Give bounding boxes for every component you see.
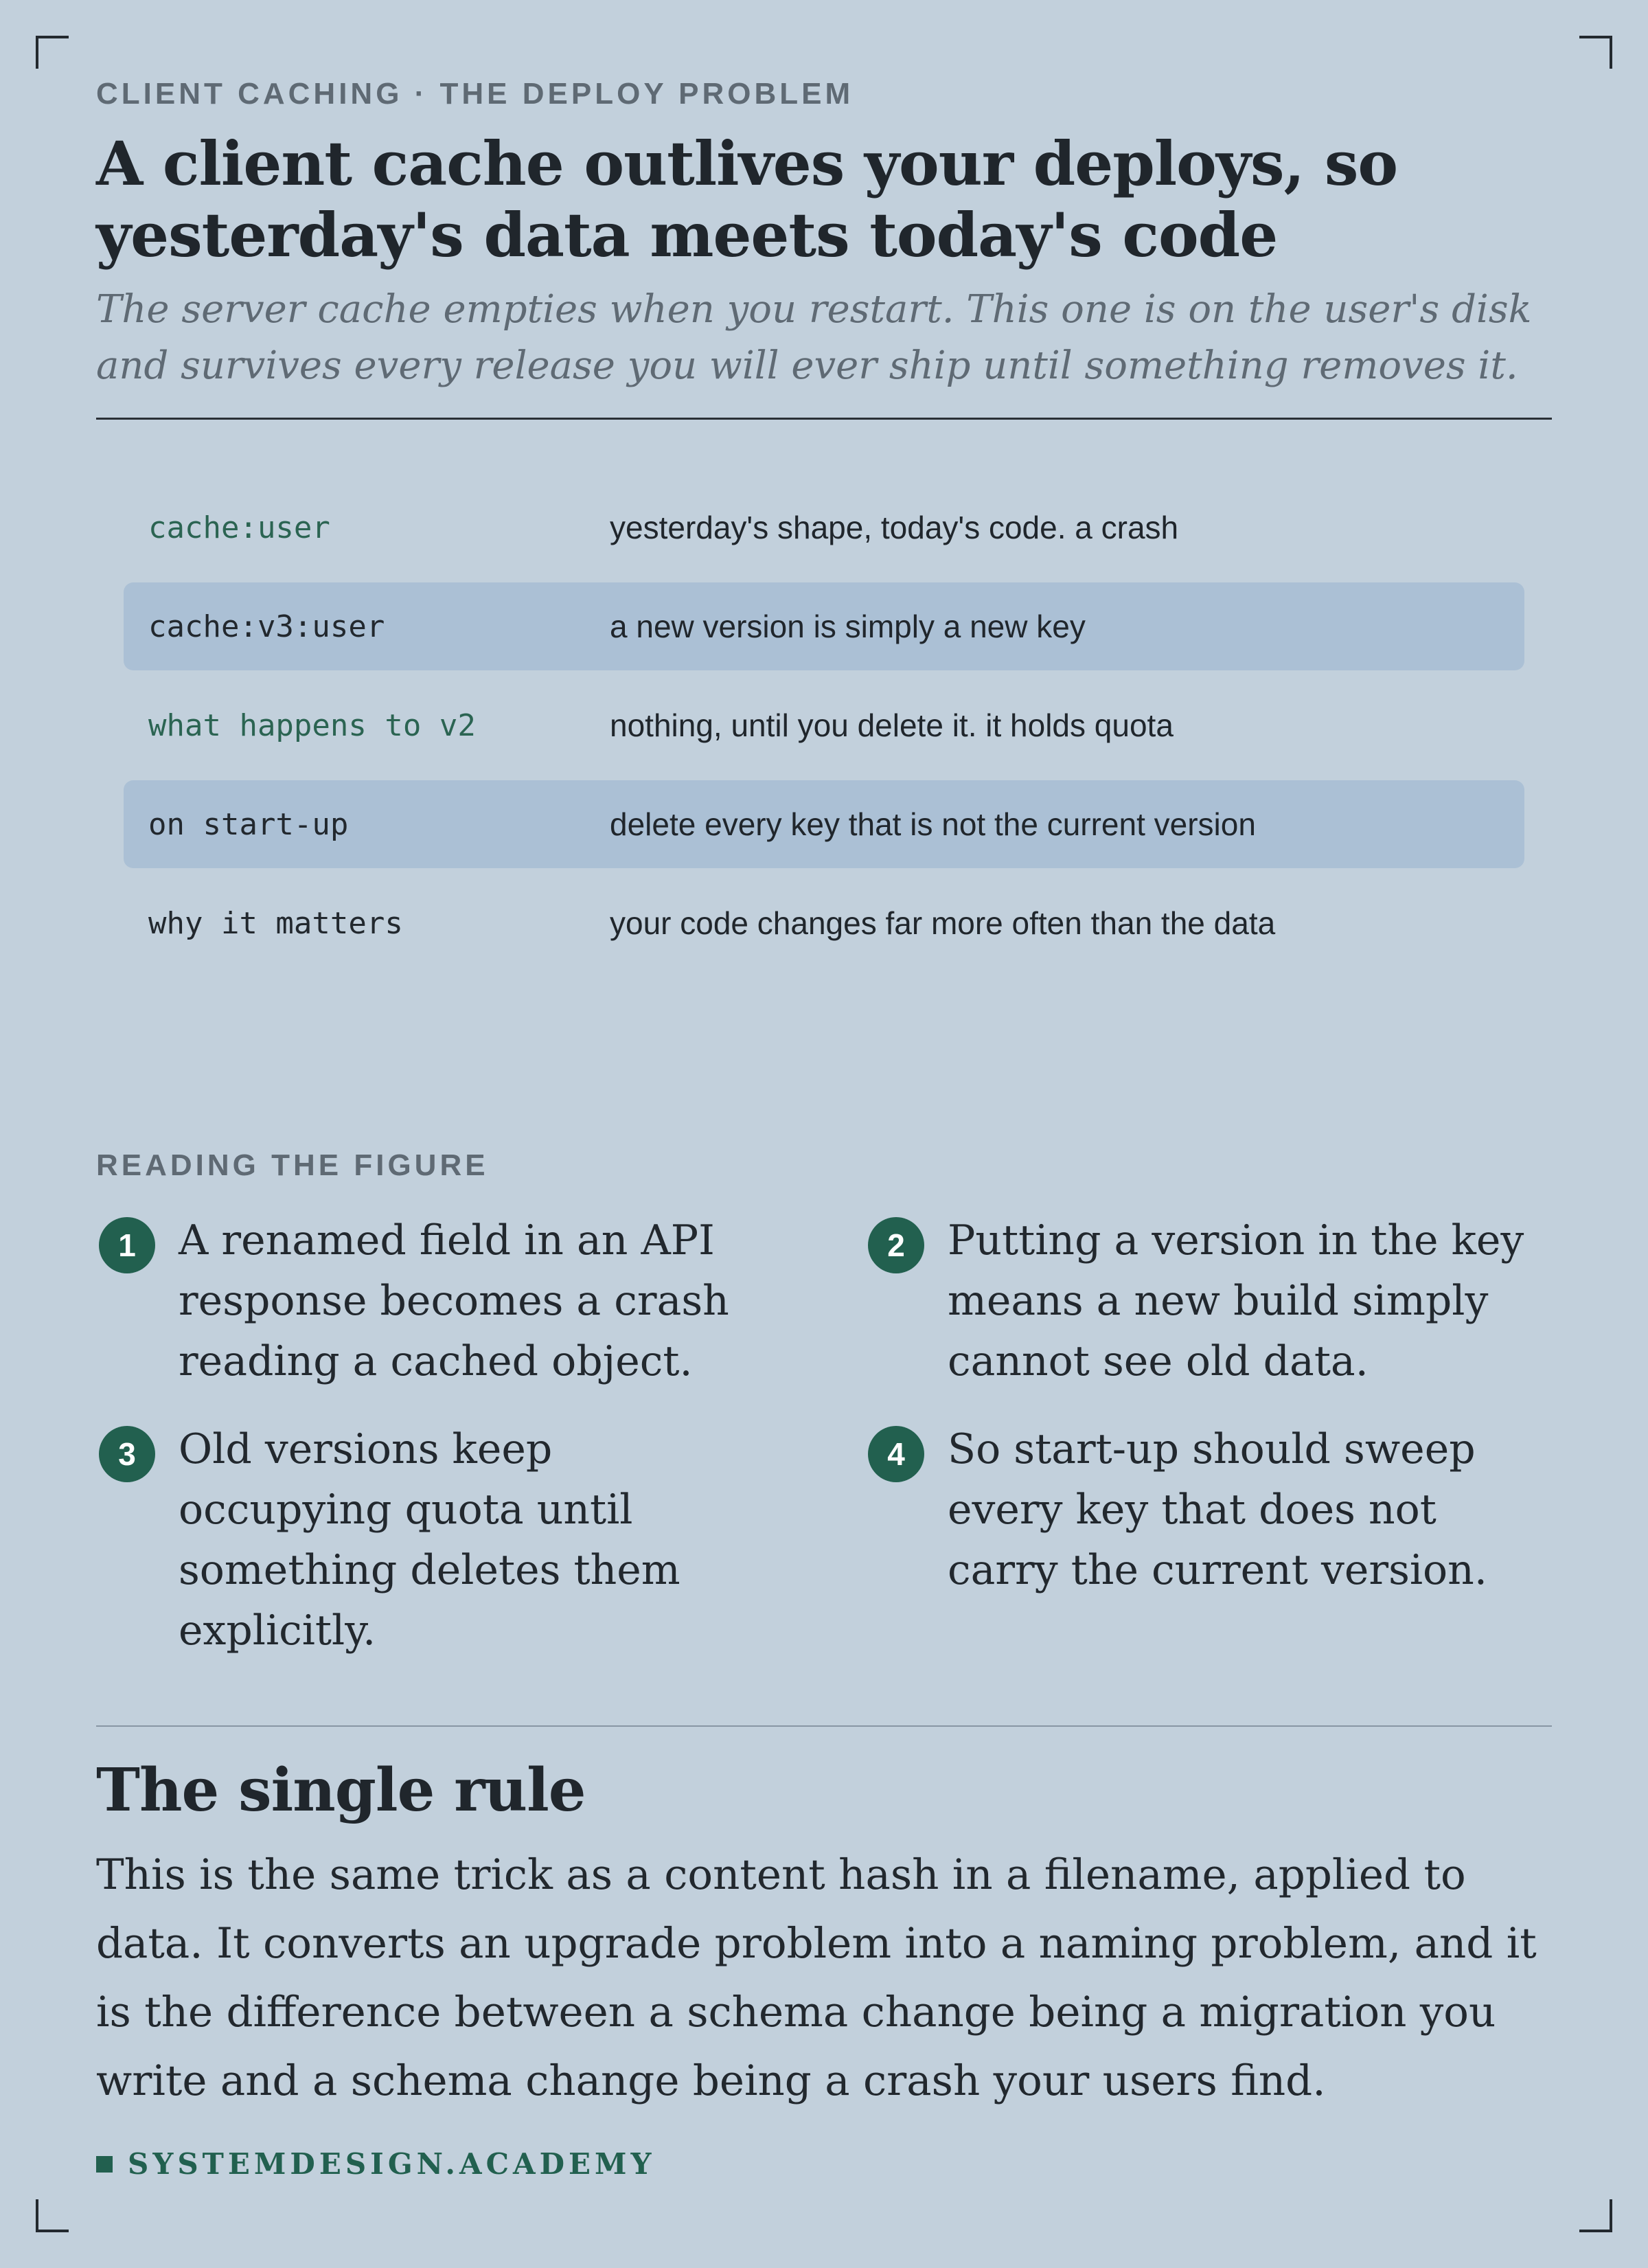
corner-mark-top-left: [36, 36, 69, 69]
number-badge: 1: [99, 1217, 155, 1273]
subtitle: The server cache empties when you restart. This one is on the user's disk and survives every release you will ever ship until something removes it.: [96, 287, 1532, 388]
number-badge: 4: [868, 1426, 924, 1482]
table-row: [124, 879, 1524, 967]
number-badge: 2: [868, 1217, 924, 1273]
number-badge: 3: [99, 1426, 155, 1482]
note-text: So start-up should sweep every key that does not carry the current version.: [948, 1425, 1487, 1594]
corner-mark-top-right: [1579, 36, 1612, 69]
brand-square-icon: [96, 2156, 113, 2173]
cache-key-table: [124, 484, 1524, 978]
section-label: READING THE FIGURE: [96, 1148, 489, 1182]
divider: [96, 1725, 1552, 1727]
note-text: Old versions keep occupying quota until something deletes them explicitly.: [179, 1425, 680, 1655]
row-value: yesterday's shape, today's code. a crash: [610, 510, 1179, 545]
table-row: [124, 582, 1524, 670]
kicker: CLIENT CACHING · THE DEPLOY PROBLEM: [96, 77, 854, 111]
section-heading: The single rule: [96, 1756, 586, 1825]
row-value: delete every key that is not the current version: [610, 806, 1256, 842]
table-row: [124, 780, 1524, 868]
row-value: nothing, until you delete it. it holds quota: [610, 707, 1174, 743]
row-value: a new version is simply a new key: [610, 609, 1086, 644]
row-key: why it matters: [148, 905, 403, 941]
table-row: [124, 681, 1524, 769]
brand-name: SYSTEMDESIGN.ACADEMY: [128, 2147, 656, 2181]
corner-mark-bottom-left: [36, 2199, 69, 2232]
note-text: A renamed field in an API response becomes a crash reading a cached object.: [179, 1216, 729, 1385]
row-key: cache:v3:user: [148, 609, 385, 644]
corner-mark-bottom-right: [1579, 2199, 1612, 2232]
body-text: This is the same trick as a content hash in a filename, applied to data. It converts an upgrade problem into a naming problem, and it is the difference between a schema change being a migration you write and a schema change being a crash your users find.: [96, 1850, 1537, 2105]
note-text: Putting a version in the key means a new build simply cannot see old data.: [948, 1216, 1524, 1385]
divider: [96, 418, 1552, 420]
brand: [96, 2147, 656, 2181]
row-value: your code changes far more often than the data: [610, 905, 1276, 941]
row-key: on start-up: [148, 806, 349, 842]
row-key: cache:user: [148, 510, 330, 545]
row-key: what happens to v2: [148, 707, 476, 743]
table-row: [124, 484, 1524, 571]
page-title: A client cache outlives your deploys, so yesterday's data meets today's code: [96, 128, 1398, 271]
